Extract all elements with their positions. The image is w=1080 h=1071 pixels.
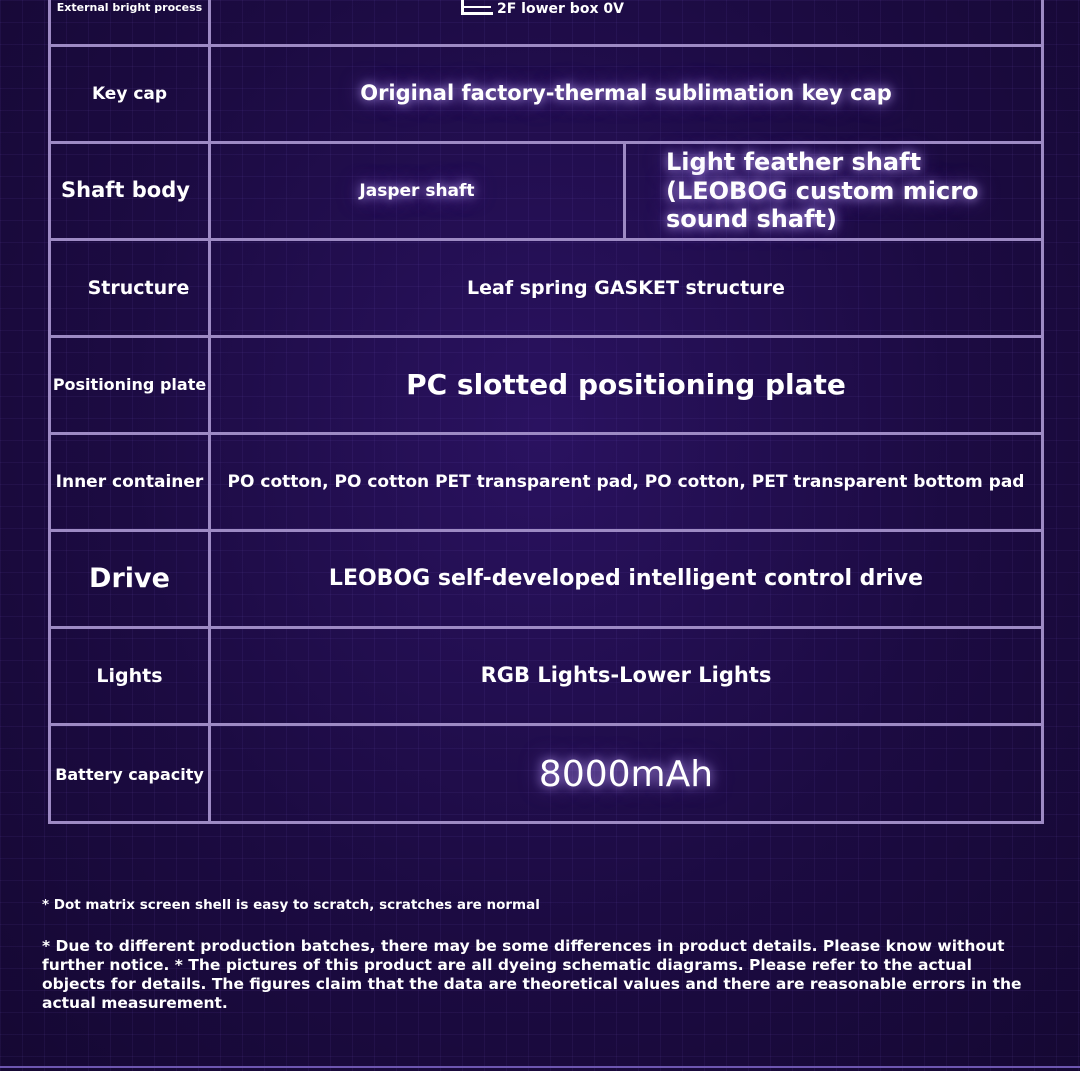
structure-value: Leaf spring GASKET structure [211,241,1041,338]
process-label: External bright process [51,0,211,47]
shaft-value-feather: Light feather shaft (LEOBOG custom micro sound shaft) [626,144,1041,241]
keycap-label: Key cap [51,47,211,144]
inner-value: PO cotton, PO cotton PET transparent pad, PO cotton, PET transparent bottom pad [211,435,1041,532]
battery-label: Battery capacity [51,726,211,823]
structure-label: Structure [51,241,211,338]
plate-value: PC slotted positioning plate [211,338,1041,435]
bar-icon [461,1,493,15]
shaft-value-jasper: Jasper shaft [211,144,626,241]
battery-value: 8000mAh [538,753,714,795]
spec-table [48,0,1044,824]
note-disclaimer: * Due to different production batches, there may be some differences in product details. Please know without further notice. * The pictures of this product are all dyeing schematic diagrams. Please refer to the actual objects for details. The figures claim that the data are theoretical values and there are reasonable errors in the actual measurement. [42,937,1022,1012]
process-value-cell [211,0,1041,47]
bottom-divider [0,1066,1080,1068]
note-scratch: * Dot matrix screen shell is easy to scratch, scratches are normal [42,897,540,913]
plate-label: Positioning plate [51,338,211,435]
shaft-label: Shaft body [51,144,211,241]
lights-label: Lights [51,629,211,726]
drive-label: Drive [51,532,211,629]
process-value: 2F lower box 0V [497,1,624,17]
drive-value: LEOBOG self-developed intelligent control drive [211,532,1041,629]
inner-label: Inner container [51,435,211,532]
keycap-value: Original factory-thermal sublimation key cap [211,47,1041,144]
lights-value: RGB Lights-Lower Lights [211,629,1041,726]
